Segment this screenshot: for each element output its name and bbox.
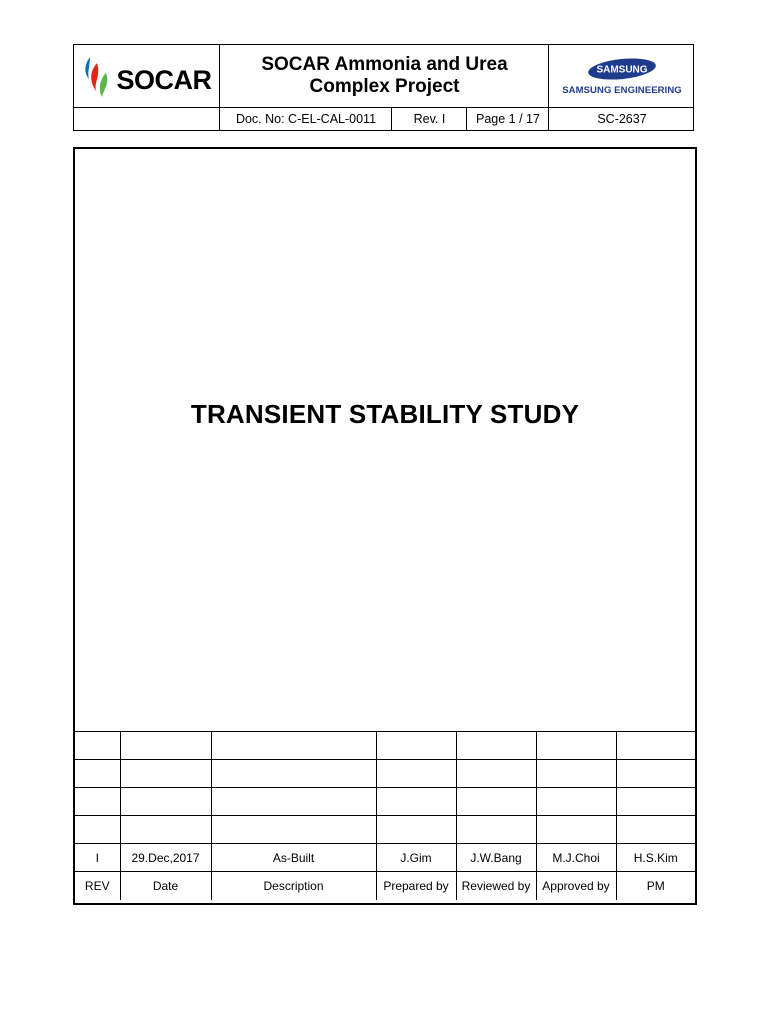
revision-cell: [536, 760, 616, 788]
header-divider: [466, 107, 467, 130]
revision-cell: [536, 732, 616, 760]
page-number: Page 1 / 17: [476, 112, 540, 126]
revision-cell: [211, 788, 376, 816]
header-divider: [391, 107, 392, 130]
doc-number: Doc. No: C-EL-CAL-0011: [235, 112, 377, 126]
revision-row: [75, 760, 695, 788]
revision-row: [75, 844, 695, 872]
revision-row: [75, 788, 695, 816]
revision-header-cell: PM: [616, 872, 695, 900]
revision-cell: [536, 788, 616, 816]
document-title: TRANSIENT STABILITY STUDY: [190, 399, 580, 429]
revision-cell: [120, 788, 211, 816]
revision-header-cell: Approved by: [536, 872, 616, 900]
revision-cell: I: [75, 844, 120, 872]
revision-cell: [120, 760, 211, 788]
revision-cell: M.J.Choi: [536, 844, 616, 872]
socar-flame-icon: [82, 55, 112, 99]
revision-cell: [536, 816, 616, 844]
revision-cell: [211, 732, 376, 760]
revision-cell: [120, 816, 211, 844]
revision-cell: [376, 816, 456, 844]
revision-cell: [616, 760, 695, 788]
samsung-ellipse-logo: [586, 57, 658, 81]
socar-logo: [74, 45, 220, 107]
revision-cell: [376, 788, 456, 816]
revision-row: [75, 816, 695, 844]
header-divider: [219, 45, 220, 130]
revision-header-row: [75, 872, 695, 900]
revision-cell: [456, 732, 536, 760]
revision-cell: J.Gim: [376, 844, 456, 872]
header-empty-cell: [74, 107, 220, 131]
revision-label: Rev. I: [413, 112, 446, 126]
revision-cell: [616, 732, 695, 760]
revision-cell: [120, 732, 211, 760]
header-divider: [74, 107, 693, 108]
revision-header-cell: REV: [75, 872, 120, 900]
project-title-line1: SOCAR Ammonia and Urea: [261, 54, 508, 75]
revision-table: [75, 731, 695, 900]
project-title-line2: Complex Project: [309, 76, 460, 97]
project-title: [220, 45, 549, 107]
document-header: [73, 44, 694, 131]
revision-header-cell: Date: [120, 872, 211, 900]
revision-cell: [75, 760, 120, 788]
revision-header-cell: Reviewed by: [456, 872, 536, 900]
revision-cell: 29.Dec,2017: [120, 844, 211, 872]
cover-frame: [73, 147, 697, 905]
revision-cell: H.S.Kim: [616, 844, 695, 872]
revision-cell: [456, 816, 536, 844]
revision-cell: [616, 816, 695, 844]
revision-cell: [211, 816, 376, 844]
revision-cell: [456, 760, 536, 788]
revision-header-cell: Prepared by: [376, 872, 456, 900]
revision-cell: [211, 760, 376, 788]
revision-cell: [75, 732, 120, 760]
revision-cell: [75, 788, 120, 816]
revision-cell: [376, 732, 456, 760]
samsung-engineering-logo: [549, 45, 695, 107]
revision-cell: As-Built: [211, 844, 376, 872]
samsung-engineering-text: SAMSUNG ENGINEERING: [562, 84, 682, 96]
header-divider: [548, 45, 549, 130]
revision-cell: [456, 788, 536, 816]
revision-cell: [376, 760, 456, 788]
revision-cell: [616, 788, 695, 816]
revision-row: [75, 732, 695, 760]
revision-cell: [75, 816, 120, 844]
revision-cell: J.W.Bang: [456, 844, 536, 872]
revision-header-cell: Description: [211, 872, 376, 900]
socar-wordmark: SOCAR: [116, 64, 212, 95]
samsung-brand-text: SAMSUNG: [596, 64, 648, 75]
project-code: SC-2637: [597, 112, 647, 126]
